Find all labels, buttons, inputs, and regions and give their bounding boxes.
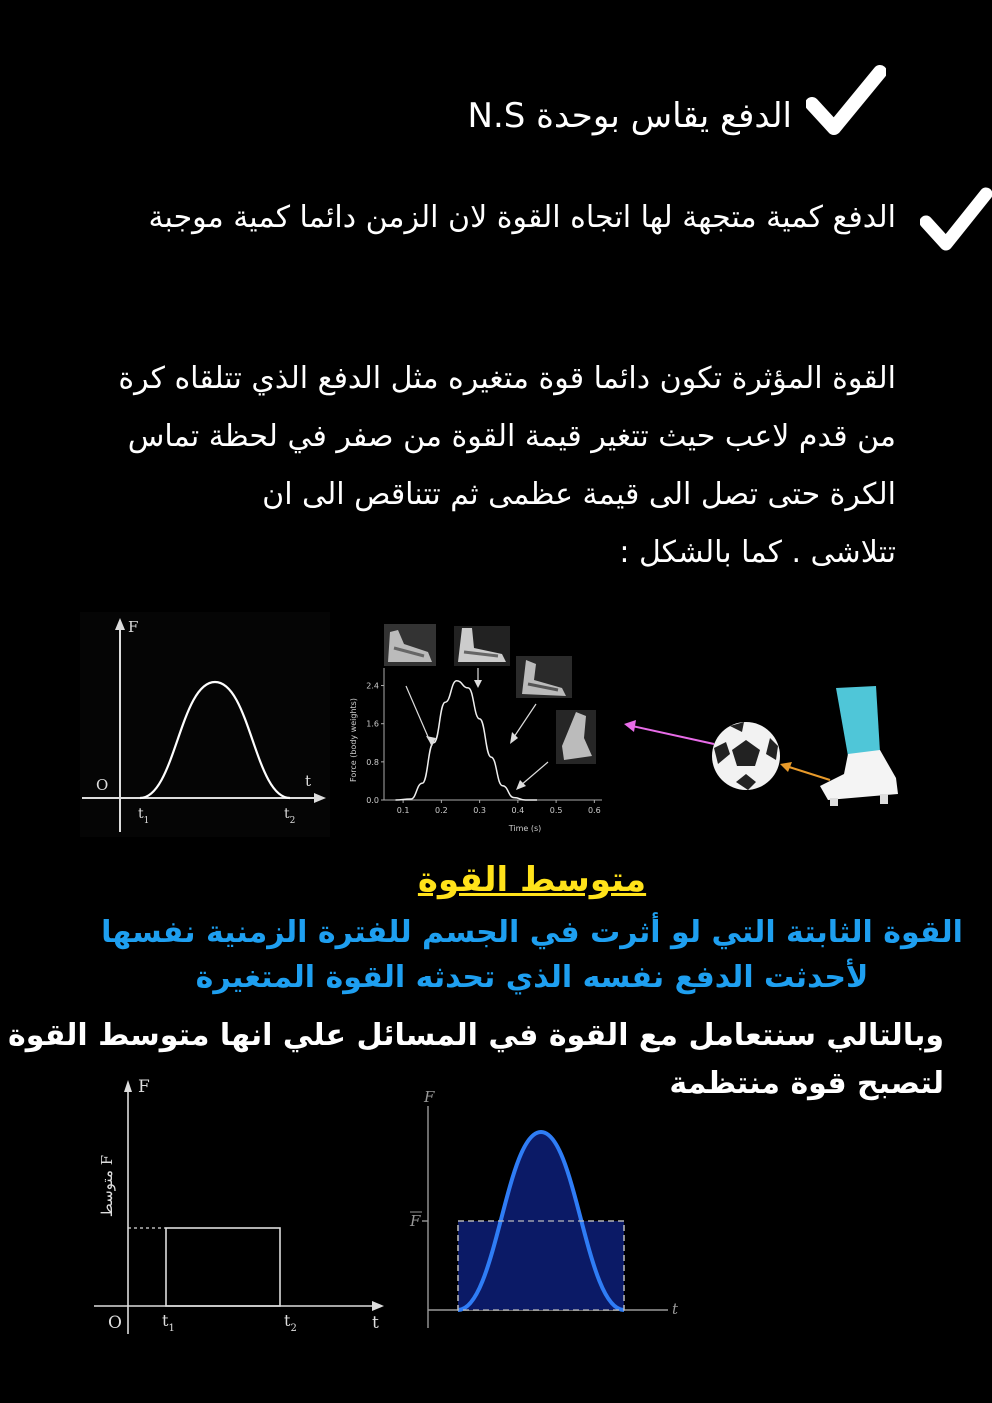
impulse-unit-line: الدفع يقاس بوحدة N.S bbox=[467, 96, 792, 136]
ball-kick-illustration bbox=[618, 682, 908, 812]
x-tick-label: 0.1 bbox=[396, 806, 410, 815]
definition-line: القوة الثابتة التي لو أثرت في الجسم للفترة الزمنية نفسها bbox=[101, 915, 963, 950]
y-axis-label: Force (body weights) bbox=[349, 698, 358, 782]
origin-label: O bbox=[96, 776, 109, 794]
force-arrow-orange bbox=[786, 766, 830, 780]
paragraph-line: تتلاشى . كما بالشكل : bbox=[619, 535, 896, 570]
measured-force-line bbox=[395, 681, 537, 800]
curve-average-graph bbox=[400, 1084, 690, 1334]
t1-label: $t_1$ bbox=[162, 1311, 175, 1334]
paragraph-line: الكرة حتى تصل الى قيمة عظمى ثم تتناقص الى ان bbox=[262, 477, 896, 512]
foot-icon bbox=[454, 626, 510, 666]
force-arrow-pink bbox=[632, 726, 714, 744]
check-icon bbox=[806, 64, 886, 138]
y-axis-arrow-icon bbox=[124, 1080, 132, 1092]
sock-icon bbox=[836, 686, 880, 756]
y-tick-label: 0.8 bbox=[366, 757, 379, 767]
average-label: F bbox=[410, 1212, 421, 1230]
x-tick-label: 0.5 bbox=[549, 806, 563, 815]
x-tick-label: 0.2 bbox=[435, 806, 448, 815]
definition-line: لأحدثت الدفع نفسه الذي تحدثه القوة المتغيرة bbox=[195, 960, 869, 995]
note-line: وبالتالي سنتعامل مع القوة في المسائل علي انها متوسط القوة bbox=[8, 1018, 944, 1053]
foot-icon bbox=[556, 710, 596, 764]
pointer-arrow bbox=[512, 704, 536, 740]
y-tick-label: 2.4 bbox=[366, 681, 379, 691]
measured-force-chart bbox=[340, 620, 610, 840]
foot-icon bbox=[384, 624, 436, 666]
force-time-graph bbox=[80, 612, 330, 837]
x-label: t bbox=[672, 1300, 679, 1318]
arrow-head-icon bbox=[474, 680, 482, 688]
x-label: t bbox=[372, 1313, 379, 1333]
check-icon bbox=[920, 186, 992, 252]
y-label: F bbox=[424, 1088, 435, 1106]
arrow-head-icon bbox=[624, 720, 636, 732]
y-tick-label: 0.0 bbox=[366, 796, 379, 805]
average-force-rect bbox=[166, 1228, 280, 1306]
foot-icon bbox=[516, 656, 572, 698]
paragraph-line: القوة المؤثرة تكون دائما قوة متغيره مثل الدفع الذي تتلقاه كرة bbox=[118, 361, 896, 396]
paragraph-line: من قدم لاعب حيث تتغير قيمة القوة من صفر في لحظة تماس bbox=[127, 419, 896, 454]
origin-label: O bbox=[108, 1313, 122, 1333]
y-label: F bbox=[128, 618, 139, 636]
t2-label: $t_2$ bbox=[284, 806, 296, 826]
average-label: متوسط F bbox=[98, 1154, 116, 1218]
y-label: F bbox=[138, 1077, 150, 1097]
x-label: t bbox=[305, 772, 312, 790]
t1-label: $t_1$ bbox=[138, 806, 150, 826]
impulse-vector-line: الدفع كمية متجهة لها اتجاه القوة لان الزمن دائما كمية موجبة bbox=[148, 200, 896, 235]
y-tick-label: 1.6 bbox=[366, 719, 379, 729]
cleat-icon bbox=[820, 750, 898, 800]
section-title: متوسط القوة bbox=[417, 860, 647, 900]
pointer-arrow bbox=[520, 762, 548, 786]
t2-label: $t_2$ bbox=[284, 1311, 297, 1334]
note-line: لتصبح قوة منتظمة bbox=[669, 1066, 944, 1101]
x-axis-label: Time (s) bbox=[508, 824, 542, 833]
x-tick-label: 0.6 bbox=[587, 806, 601, 815]
x-tick-label: 0.4 bbox=[511, 806, 525, 815]
x-axis-arrow-icon bbox=[372, 1301, 384, 1311]
explanation-paragraph bbox=[96, 350, 896, 582]
x-tick-label: 0.3 bbox=[473, 806, 486, 815]
average-force-graph bbox=[88, 1072, 388, 1344]
